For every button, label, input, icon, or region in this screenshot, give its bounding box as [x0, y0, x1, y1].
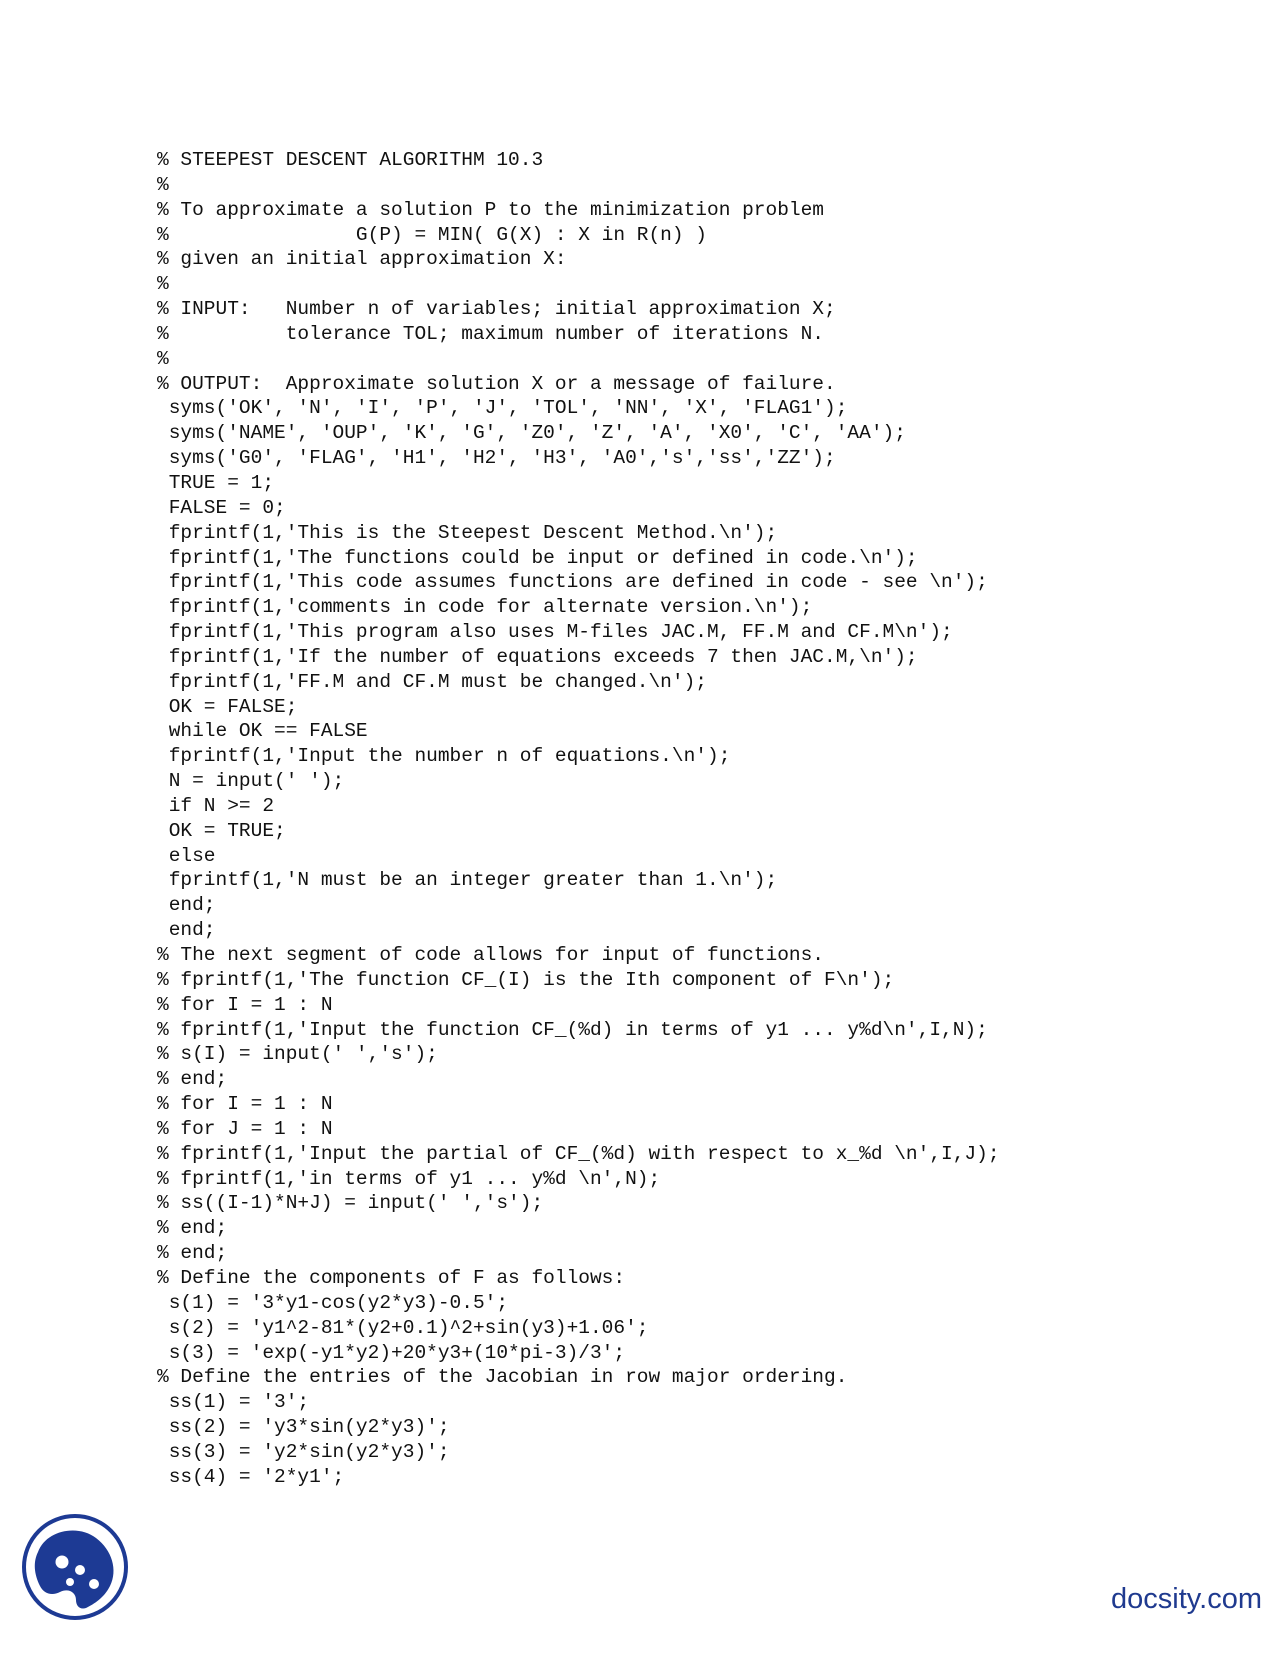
docsity-logo-icon[interactable] [20, 1512, 130, 1622]
code-line: end; [157, 894, 216, 917]
code-line: % end; [157, 1068, 228, 1091]
code-listing [157, 148, 1257, 1490]
code-line: syms('NAME', 'OUP', 'K', 'G', 'Z0', 'Z', 'A', 'X0', 'C', 'AA'); [157, 422, 906, 445]
code-line: fprintf(1,'If the number of equations exceeds 7 then JAC.M,\n'); [157, 645, 918, 668]
code-line: fprintf(1,'This program also uses M-files JAC.M, FF.M and CF.M\n'); [157, 621, 953, 644]
code-line: % [157, 273, 169, 296]
code-line: % s(I) = input(' ','s'); [157, 1043, 438, 1066]
code-line: % fprintf(1,'The function CF_(I) is the Ith component of F\n'); [157, 968, 895, 991]
code-line: s(2) = 'y1^2-81*(y2+0.1)^2+sin(y3)+1.06'; [157, 1316, 649, 1339]
code-line: while OK == FALSE [157, 720, 368, 743]
code-line: % given an initial approximation X: [157, 248, 567, 271]
code-line: fprintf(1,'N must be an integer greater than 1.\n'); [157, 869, 778, 892]
code-line: % Define the entries of the Jacobian in row major ordering. [157, 1366, 848, 1389]
code-line: % OUTPUT: Approximate solution X or a message of failure. [157, 372, 836, 395]
code-line: OK = FALSE; [157, 695, 298, 718]
code-line: s(1) = '3*y1-cos(y2*y3)-0.5'; [157, 1291, 509, 1314]
code-line: % Define the components of F as follows: [157, 1266, 626, 1289]
code-line: % fprintf(1,'in terms of y1 ... y%d \n',N); [157, 1167, 661, 1190]
code-line: % The next segment of code allows for input of functions. [157, 944, 825, 966]
code-line: % end; [157, 1242, 228, 1265]
code-line: % G(P) = MIN( G(X) : X in R(n) ) [157, 223, 707, 246]
code-line: % ss((I-1)*N+J) = input(' ','s'); [157, 1192, 544, 1215]
code-line: ss(1) = '3'; [157, 1391, 310, 1414]
code-line: else [157, 844, 216, 867]
code-line: fprintf(1,'FF.M and CF.M must be changed.\n'); [157, 670, 707, 693]
code-line: syms('OK', 'N', 'I', 'P', 'J', 'TOL', 'NN', 'X', 'FLAG1'); [157, 397, 848, 420]
code-line: % end; [157, 1217, 228, 1240]
code-line: % for J = 1 : N [157, 1117, 333, 1140]
code-line: % STEEPEST DESCENT ALGORITHM 10.3 [157, 149, 544, 171]
code-line: fprintf(1,'Input the number n of equations.\n'); [157, 745, 731, 768]
code-line: % tolerance TOL; maximum number of iterations N. [157, 322, 825, 345]
code-line: ss(3) = 'y2*sin(y2*y3)'; [157, 1440, 450, 1463]
code-line: % for I = 1 : N [157, 1093, 333, 1116]
code-line: % for I = 1 : N [157, 993, 333, 1016]
code-line: end; [157, 919, 216, 942]
code-line: TRUE = 1; [157, 471, 275, 494]
code-line: ss(2) = 'y3*sin(y2*y3)'; [157, 1416, 450, 1439]
code-line: if N >= 2 [157, 794, 275, 817]
code-line: syms('G0', 'FLAG', 'H1', 'H2', 'H3', 'A0','s','ss','ZZ'); [157, 447, 836, 470]
code-line: s(3) = 'exp(-y1*y2)+20*y3+(10*pi-3)/3'; [157, 1341, 626, 1364]
code-line: OK = TRUE; [157, 819, 286, 842]
code-line: % [157, 347, 169, 370]
code-line: fprintf(1,'This is the Steepest Descent Method.\n'); [157, 521, 778, 544]
code-line: fprintf(1,'comments in code for alternate version.\n'); [157, 596, 813, 619]
code-line: N = input(' '); [157, 770, 345, 793]
docsity-brand[interactable]: docsity.com [1111, 1583, 1262, 1615]
code-line: % INPUT: Number n of variables; initial approximation X; [157, 298, 836, 321]
code-line: % To approximate a solution P to the minimization problem [157, 198, 825, 221]
code-line: FALSE = 0; [157, 496, 286, 519]
code-line: ss(4) = '2*y1'; [157, 1465, 345, 1488]
code-line: fprintf(1,'This code assumes functions are defined in code - see \n'); [157, 571, 988, 594]
code-line: fprintf(1,'The functions could be input or defined in code.\n'); [157, 546, 918, 569]
code-line: % [157, 173, 169, 196]
code-line: % fprintf(1,'Input the function CF_(%d) in terms of y1 ... y%d\n',I,N); [157, 1018, 988, 1041]
code-line: % fprintf(1,'Input the partial of CF_(%d) with respect to x_%d \n',I,J); [157, 1142, 1000, 1165]
